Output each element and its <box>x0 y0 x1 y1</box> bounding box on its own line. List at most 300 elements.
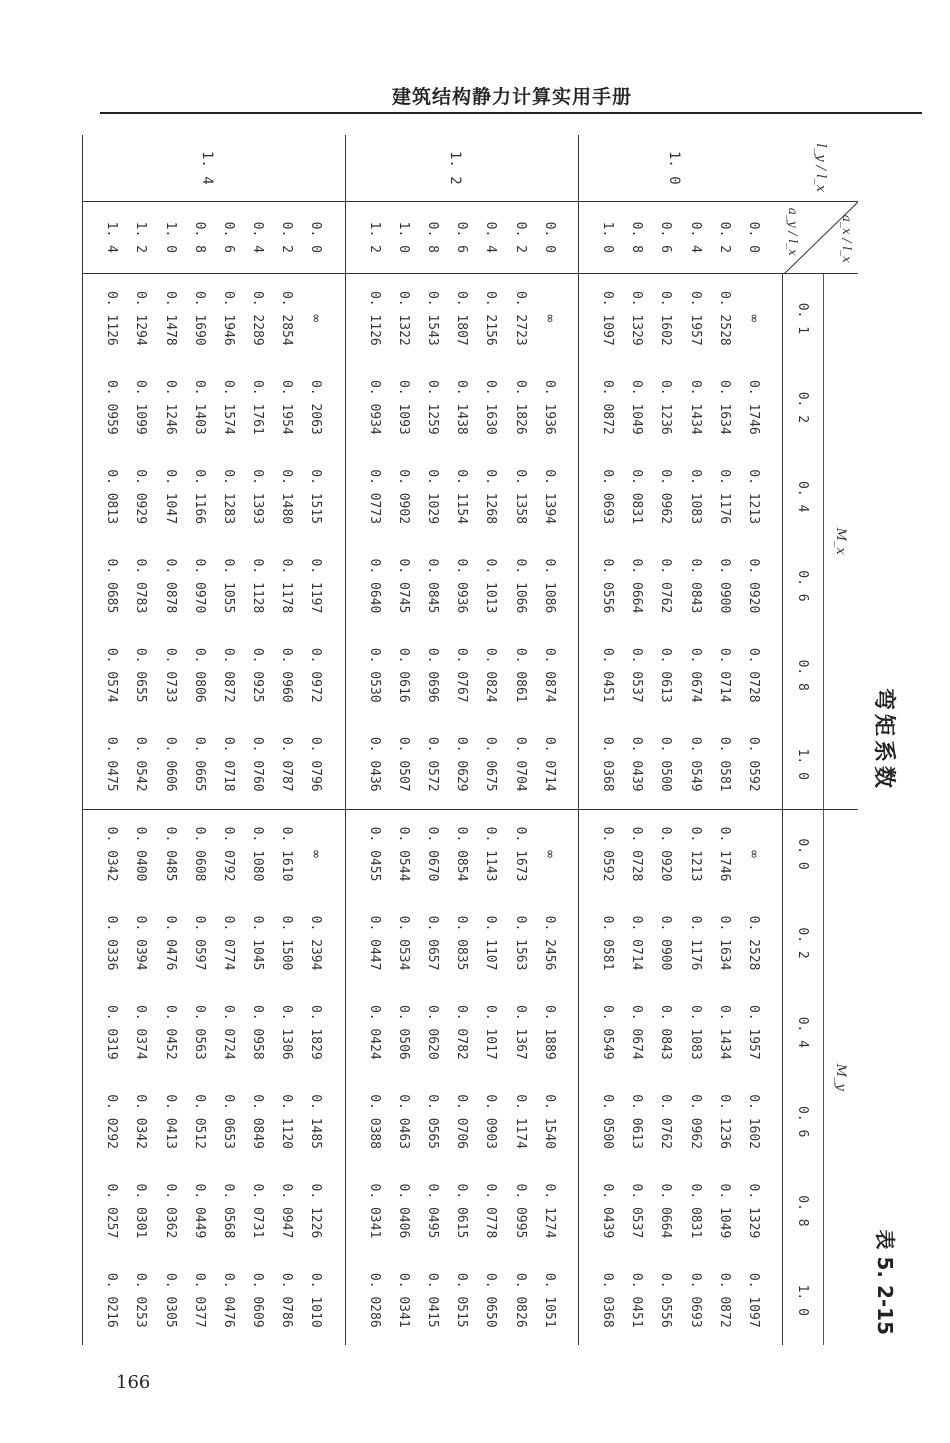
header-subcolumns <box>783 135 824 1345</box>
my-cell: 0. 0563 <box>191 1004 207 1060</box>
my-cell: 0. 1017 <box>483 1004 499 1060</box>
table-number: 表 5. 2-15 <box>873 1229 897 1335</box>
table-row <box>214 135 243 1345</box>
header-group-mx: M_x <box>824 273 859 809</box>
my-cell: 0. 0674 <box>629 1004 645 1060</box>
my-cell: 0. 1434 <box>716 1004 732 1060</box>
mx-cell: 0. 1294 <box>133 290 149 346</box>
mx-cell: 0. 0664 <box>629 558 645 614</box>
my-cell: 0. 0843 <box>658 1004 674 1060</box>
mx-cell: 0. 0655 <box>133 647 149 703</box>
mx-cell: 0. 0861 <box>512 647 528 703</box>
my-cell: 0. 0835 <box>454 915 470 971</box>
my-cell: 0. 0377 <box>191 1272 207 1328</box>
my-cell: 0. 0455 <box>366 826 382 882</box>
mx-cell: 0. 1434 <box>687 379 703 435</box>
mx-cell: 0. 0581 <box>710 720 739 809</box>
my-cell: 0. 1274 <box>541 1183 557 1239</box>
mx-cell: 0. 0796 <box>301 720 345 809</box>
table-group <box>83 135 346 1345</box>
mx-cell: 0. 0878 <box>162 558 178 614</box>
table-row <box>243 135 272 1345</box>
header-my-col: 0. 2 <box>783 898 824 987</box>
mx-cell: 0. 1826 <box>512 379 528 435</box>
my-cell: 0. 0452 <box>162 1004 178 1060</box>
ay-lx-value: 0. 2 <box>710 201 739 273</box>
mx-cell: 0. 1329 <box>629 290 645 346</box>
my-cell: 0. 0650 <box>483 1272 499 1328</box>
my-cell: 0. 0476 <box>162 915 178 971</box>
mx-cell: 0. 0824 <box>483 647 499 703</box>
my-cell: 0. 0449 <box>191 1183 207 1239</box>
my-cell: 0. 0568 <box>220 1183 236 1239</box>
mx-cell: 0. 0970 <box>191 558 207 614</box>
mx-cell: 0. 1283 <box>220 469 236 525</box>
header-my-col: 0. 8 <box>783 1166 824 1255</box>
moment-coefficient-table <box>82 135 858 1345</box>
my-cell: 0. 0476 <box>220 1272 236 1328</box>
my-cell: 0. 0664 <box>658 1183 674 1239</box>
mx-cell: 0. 2289 <box>250 290 266 346</box>
table-row <box>301 135 345 1345</box>
mx-cell: 0. 1083 <box>687 469 703 525</box>
table-row <box>155 135 184 1345</box>
my-cell: 0. 0854 <box>454 826 470 882</box>
mx-cell: 0. 1166 <box>191 469 207 525</box>
my-cell: 0. 0257 <box>104 1183 120 1239</box>
ay-lx-value: 0. 8 <box>418 201 447 273</box>
my-cell: 0. 2456 <box>541 915 557 971</box>
mx-cell: 0. 0693 <box>599 469 615 525</box>
rotated-table-block <box>104 135 905 1345</box>
my-cell: 0. 0565 <box>425 1094 441 1150</box>
table-group <box>345 135 578 1345</box>
my-cell: 0. 0447 <box>366 915 382 971</box>
mx-cell: 0. 0696 <box>425 647 441 703</box>
mx-cell: 0. 1268 <box>483 469 499 525</box>
my-cell: 0. 0415 <box>425 1272 441 1328</box>
my-cell: 0. 1563 <box>512 915 528 971</box>
mx-cell: 0. 0640 <box>366 558 382 614</box>
table-header <box>783 135 859 1345</box>
mx-cell: 0. 2528 <box>716 290 732 346</box>
mx-cell: 0. 0439 <box>622 720 651 809</box>
mx-cell: 0. 1013 <box>483 558 499 614</box>
my-cell: 0. 2394 <box>308 915 324 971</box>
my-cell: 0. 0731 <box>250 1183 266 1239</box>
mx-cell: 0. 0530 <box>366 647 382 703</box>
mx-cell: 0. 2063 <box>308 379 324 435</box>
mx-cell: 0. 1807 <box>454 290 470 346</box>
table-row <box>418 135 447 1345</box>
mx-cell: 0. 1259 <box>425 379 441 435</box>
my-cell: 0. 1083 <box>687 1004 703 1060</box>
mx-cell: 0. 1066 <box>512 558 528 614</box>
mx-cell: 0. 0936 <box>454 558 470 614</box>
my-cell: 0. 0782 <box>454 1004 470 1060</box>
table-row <box>476 135 505 1345</box>
mx-cell: 0. 0806 <box>191 647 207 703</box>
my-cell: 0. 0826 <box>512 1272 528 1328</box>
header-diagonal-cell <box>783 201 859 273</box>
my-cell: 0. 0609 <box>250 1272 266 1328</box>
my-cell: 0. 0463 <box>395 1094 411 1150</box>
table-row <box>83 135 127 1345</box>
mx-cell: 0. 0451 <box>599 647 615 703</box>
my-cell: 0. 0341 <box>395 1272 411 1328</box>
my-cell: 0. 0544 <box>395 826 411 882</box>
my-cell: 0. 1673 <box>512 826 528 882</box>
my-cell: 0. 0693 <box>687 1272 703 1328</box>
ly-lx-value: 1. 2 <box>345 135 578 201</box>
mx-cell: 0. 0960 <box>279 647 295 703</box>
my-cell: 0. 0394 <box>133 915 149 971</box>
my-cell: 0. 1485 <box>308 1094 324 1150</box>
mx-cell: 0. 1126 <box>104 290 120 346</box>
my-cell: 0. 1500 <box>279 915 295 971</box>
mx-cell: 0. 0685 <box>104 558 120 614</box>
my-cell: 0. 0319 <box>104 1004 120 1060</box>
table-row <box>622 135 651 1345</box>
my-cell: 0. 1176 <box>687 915 703 971</box>
header-mx-col: 0. 4 <box>783 452 824 541</box>
my-cell: 0. 0762 <box>658 1094 674 1150</box>
my-cell: 0. 0706 <box>454 1094 470 1150</box>
my-cell: 0. 0900 <box>658 915 674 971</box>
my-cell: 0. 0500 <box>599 1094 615 1150</box>
my-cell: 0. 0400 <box>133 826 149 882</box>
mx-cell: 0. 1690 <box>191 290 207 346</box>
ay-lx-value: 0. 2 <box>506 201 535 273</box>
table-row <box>506 135 535 1345</box>
mx-cell: 0. 1049 <box>629 379 645 435</box>
my-cell: 0. 0292 <box>104 1094 120 1150</box>
my-cell: 0. 0615 <box>454 1183 470 1239</box>
header-mx-col: 0. 8 <box>783 631 824 720</box>
my-cell: 0. 0556 <box>658 1272 674 1328</box>
my-cell: 0. 0849 <box>250 1094 266 1150</box>
table-row <box>345 135 389 1345</box>
mx-cell: 0. 0760 <box>243 720 272 809</box>
mx-cell: 0. 1126 <box>366 290 382 346</box>
mx-cell: 0. 2156 <box>483 290 499 346</box>
my-cell: 0. 0286 <box>366 1272 382 1328</box>
mx-cell: 0. 0831 <box>629 469 645 525</box>
ay-lx-value: 0. 8 <box>622 201 651 273</box>
my-cell: 0. 0592 <box>599 826 615 882</box>
mx-cell: 0. 2854 <box>279 290 295 346</box>
mx-cell: 0. 0500 <box>651 720 680 809</box>
my-cell: 0. 0786 <box>279 1272 295 1328</box>
my-cell: 0. 2528 <box>745 915 761 971</box>
mx-cell: 0. 0787 <box>272 720 301 809</box>
mx-cell: 0. 1358 <box>512 469 528 525</box>
my-cell: 0. 0549 <box>599 1004 615 1060</box>
mx-cell: 0. 0556 <box>599 558 615 614</box>
my-cell: 0. 0581 <box>599 915 615 971</box>
my-cell: 0. 0613 <box>629 1094 645 1150</box>
table-row <box>651 135 680 1345</box>
my-cell: 0. 0831 <box>687 1183 703 1239</box>
mx-cell: 0. 0714 <box>535 720 579 809</box>
mx-cell: 0. 1322 <box>395 290 411 346</box>
my-cell: 0. 0608 <box>191 826 207 882</box>
ay-lx-value: 0. 4 <box>680 201 709 273</box>
header-rule <box>100 112 922 114</box>
ay-lx-value: 0. 6 <box>214 201 243 273</box>
my-cell: 0. 0774 <box>220 915 236 971</box>
my-cell: 0. 1010 <box>308 1272 324 1328</box>
ay-lx-value: 0. 0 <box>739 201 783 273</box>
my-cell: 0. 0947 <box>279 1183 295 1239</box>
mx-cell: 0. 0616 <box>395 647 411 703</box>
my-cell: 0. 0495 <box>425 1183 441 1239</box>
mx-cell: 0. 1954 <box>279 379 295 435</box>
ay-lx-value: 0. 6 <box>447 201 476 273</box>
mx-cell: 0. 1236 <box>658 379 674 435</box>
header-group-my: M_y <box>824 809 859 1345</box>
table-row <box>535 135 579 1345</box>
mx-cell: 0. 1055 <box>220 558 236 614</box>
mx-cell: 0. 0959 <box>104 379 120 435</box>
mx-cell: 0. 1746 <box>745 379 761 435</box>
my-cell: 0. 1049 <box>716 1183 732 1239</box>
my-cell: 0. 1097 <box>745 1272 761 1328</box>
my-cell: 0. 1610 <box>279 826 295 882</box>
my-cell: 0. 0374 <box>133 1004 149 1060</box>
my-cell: 0. 0342 <box>133 1094 149 1150</box>
mx-cell: 0. 0436 <box>345 720 389 809</box>
ay-lx-value: 1. 0 <box>155 201 184 273</box>
my-cell: 0. 1051 <box>541 1272 557 1328</box>
running-head: 建筑结构静力计算实用手册 <box>392 86 633 108</box>
mx-cell: 0. 1154 <box>454 469 470 525</box>
my-cell: 0. 1329 <box>745 1183 761 1239</box>
mx-cell: 0. 0475 <box>83 720 127 809</box>
my-cell: 0. 0962 <box>687 1094 703 1150</box>
mx-cell: 0. 0874 <box>541 647 557 703</box>
my-cell: 0. 1889 <box>541 1004 557 1060</box>
my-cell: 0. 0506 <box>395 1004 411 1060</box>
table-row <box>578 135 622 1345</box>
mx-cell: 0. 0783 <box>133 558 149 614</box>
my-cell: 0. 1143 <box>483 826 499 882</box>
mx-cell: ∞ <box>541 314 557 323</box>
mx-cell: 0. 0872 <box>220 647 236 703</box>
header-ly-lx <box>783 135 859 201</box>
mx-cell: 0. 0920 <box>745 558 761 614</box>
my-cell: ∞ <box>308 850 324 858</box>
my-cell: 0. 1080 <box>250 826 266 882</box>
header-ay-lx: a_y / l_x <box>786 207 801 256</box>
my-cell: 0. 1174 <box>512 1094 528 1150</box>
mx-cell: 0. 1047 <box>162 469 178 525</box>
ly-lx-value: 1. 0 <box>578 135 782 201</box>
ay-lx-value: 0. 4 <box>476 201 505 273</box>
ay-lx-value: 1. 0 <box>389 201 418 273</box>
mx-cell: 0. 0665 <box>185 720 214 809</box>
mx-cell: 0. 0872 <box>599 379 615 435</box>
mx-cell: 0. 0962 <box>658 469 674 525</box>
my-cell: 0. 0336 <box>104 915 120 971</box>
header-mx-col: 0. 6 <box>783 541 824 630</box>
mx-cell: 0. 0745 <box>395 558 411 614</box>
my-cell: 0. 1746 <box>716 826 732 882</box>
my-cell: 0. 0995 <box>512 1183 528 1239</box>
ay-lx-value: 0. 8 <box>185 201 214 273</box>
my-cell: 0. 0253 <box>133 1272 149 1328</box>
mx-cell: 0. 0718 <box>214 720 243 809</box>
mx-cell: 0. 0572 <box>418 720 447 809</box>
my-cell: 0. 0872 <box>716 1272 732 1328</box>
mx-cell: 0. 0972 <box>308 647 324 703</box>
mx-cell: 0. 0767 <box>454 647 470 703</box>
my-cell: 0. 0653 <box>220 1094 236 1150</box>
mx-cell: 0. 1946 <box>220 290 236 346</box>
mx-cell: 0. 1602 <box>658 290 674 346</box>
my-cell: 0. 0216 <box>104 1272 120 1328</box>
my-cell: 0. 1957 <box>745 1004 761 1060</box>
my-cell: 0. 1634 <box>716 915 732 971</box>
my-cell: 0. 1226 <box>308 1183 324 1239</box>
mx-cell: 0. 0813 <box>104 469 120 525</box>
header-mx-col: 0. 1 <box>783 273 824 362</box>
table-title-area <box>865 135 905 1345</box>
my-cell: 0. 0670 <box>425 826 441 882</box>
mx-cell: ∞ <box>745 314 761 323</box>
my-cell: 0. 0792 <box>220 826 236 882</box>
header-mx-col: 0. 2 <box>783 363 824 452</box>
table-row <box>739 135 783 1345</box>
my-cell: 0. 0728 <box>629 826 645 882</box>
mx-cell: 0. 1403 <box>191 379 207 435</box>
mx-cell: 0. 0592 <box>739 720 783 809</box>
table-title: 弯矩系数 <box>871 687 896 792</box>
my-cell: 0. 1367 <box>512 1004 528 1060</box>
mx-cell: 0. 0675 <box>476 720 505 809</box>
my-cell: 0. 0451 <box>629 1272 645 1328</box>
my-cell: 0. 1120 <box>279 1094 295 1150</box>
mx-cell: 0. 0606 <box>155 720 184 809</box>
mx-cell: 0. 1086 <box>541 558 557 614</box>
mx-cell: 0. 1574 <box>220 379 236 435</box>
mx-cell: 0. 0629 <box>447 720 476 809</box>
mx-cell: 0. 1634 <box>716 379 732 435</box>
mx-cell: 0. 0773 <box>366 469 382 525</box>
header-mx-col: 1. 0 <box>783 720 824 809</box>
mx-cell: 0. 0613 <box>658 647 674 703</box>
mx-cell: 0. 0843 <box>687 558 703 614</box>
header-my-col: 0. 4 <box>783 988 824 1077</box>
mx-cell: 0. 0574 <box>104 647 120 703</box>
mx-cell: 0. 1543 <box>425 290 441 346</box>
mx-cell: 0. 0368 <box>578 720 622 809</box>
my-cell: 0. 0657 <box>425 915 441 971</box>
table-row <box>126 135 155 1345</box>
mx-cell: 0. 0762 <box>658 558 674 614</box>
my-cell: 0. 1045 <box>250 915 266 971</box>
mx-cell: 0. 1197 <box>308 558 324 614</box>
mx-cell: 0. 0537 <box>629 647 645 703</box>
ay-lx-value: 1. 0 <box>578 201 622 273</box>
my-cell: 0. 1107 <box>483 915 499 971</box>
my-cell: 0. 0406 <box>395 1183 411 1239</box>
ly-lx-value: 1. 4 <box>83 135 346 201</box>
mx-cell: 0. 2723 <box>512 290 528 346</box>
mx-cell: 0. 1213 <box>745 469 761 525</box>
mx-cell: 0. 0845 <box>425 558 441 614</box>
my-cell: 0. 1602 <box>745 1094 761 1150</box>
mx-cell: 0. 1246 <box>162 379 178 435</box>
my-cell: 0. 0714 <box>629 915 645 971</box>
my-cell: 0. 0388 <box>366 1094 382 1150</box>
my-cell: 0. 0903 <box>483 1094 499 1150</box>
my-cell: 0. 0920 <box>658 826 674 882</box>
mx-cell: 0. 0902 <box>395 469 411 525</box>
mx-cell: 0. 1099 <box>133 379 149 435</box>
table-row <box>447 135 476 1345</box>
mx-cell: 0. 1480 <box>279 469 295 525</box>
my-cell: ∞ <box>745 850 761 858</box>
mx-cell: 0. 1478 <box>162 290 178 346</box>
ay-lx-value: 0. 6 <box>651 201 680 273</box>
mx-cell: 0. 0714 <box>716 647 732 703</box>
mx-cell: 0. 1936 <box>541 379 557 435</box>
mx-cell: 0. 1515 <box>308 469 324 525</box>
table-group <box>578 135 782 1345</box>
mx-cell: 0. 1761 <box>250 379 266 435</box>
my-cell: 0. 0958 <box>250 1004 266 1060</box>
mx-cell: 0. 0704 <box>506 720 535 809</box>
my-cell: 0. 0342 <box>104 826 120 882</box>
my-cell: 0. 0362 <box>162 1183 178 1239</box>
mx-cell: 0. 1957 <box>687 290 703 346</box>
my-cell: 0. 0534 <box>395 915 411 971</box>
mx-cell: 0. 0934 <box>366 379 382 435</box>
table-row <box>680 135 709 1345</box>
mx-cell: 0. 0900 <box>716 558 732 614</box>
mx-cell: 0. 0728 <box>745 647 761 703</box>
my-cell: 0. 1540 <box>541 1094 557 1150</box>
my-cell: 0. 0341 <box>366 1183 382 1239</box>
mx-cell: ∞ <box>308 314 324 323</box>
my-cell: 0. 0485 <box>162 826 178 882</box>
my-cell: 0. 0368 <box>599 1272 615 1328</box>
my-cell: 0. 0724 <box>220 1004 236 1060</box>
mx-cell: 0. 1178 <box>279 558 295 614</box>
my-cell: 0. 0413 <box>162 1094 178 1150</box>
header-ly-lx-label: l_y / l_x <box>812 143 828 193</box>
my-cell: 0. 0305 <box>162 1272 178 1328</box>
mx-cell: 0. 1029 <box>425 469 441 525</box>
my-cell: 0. 1829 <box>308 1004 324 1060</box>
ay-lx-value: 0. 4 <box>243 201 272 273</box>
ay-lx-value: 1. 4 <box>83 201 127 273</box>
my-cell: 0. 0778 <box>483 1183 499 1239</box>
table-row <box>389 135 418 1345</box>
ay-lx-value: 1. 2 <box>126 201 155 273</box>
ay-lx-value: 0. 0 <box>535 201 579 273</box>
my-cell: 0. 1306 <box>279 1004 295 1060</box>
my-cell: 0. 0537 <box>629 1183 645 1239</box>
mx-cell: 0. 0549 <box>680 720 709 809</box>
mx-cell: 0. 0733 <box>162 647 178 703</box>
mx-cell: 0. 0925 <box>250 647 266 703</box>
mx-cell: 0. 1093 <box>395 379 411 435</box>
mx-cell: 0. 1393 <box>250 469 266 525</box>
my-cell: 0. 0424 <box>366 1004 382 1060</box>
ay-lx-value: 0. 0 <box>301 201 345 273</box>
